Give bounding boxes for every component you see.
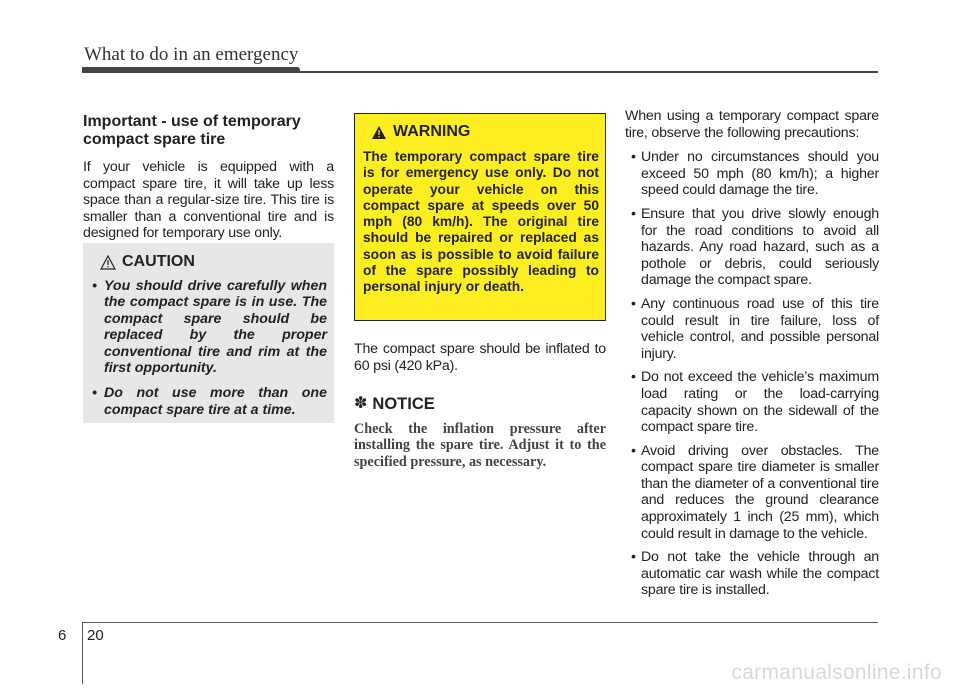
caution-item: • Do not use more than one compact spare tire at a time. bbox=[92, 385, 327, 418]
warning-header bbox=[371, 123, 599, 141]
warning-triangle-outline-icon bbox=[100, 255, 116, 270]
list-item: • Under no circumstances should you exceed 50 mph (80 km/h); a higher speed could damage the tire. bbox=[631, 149, 879, 199]
intro-paragraph: If your vehicle is equipped with a compact spare tire, it will take up less space than a regular-size tire. This tire is smaller than a conventional tire and is designed for temporary use only. bbox=[83, 159, 334, 242]
column-left bbox=[83, 113, 334, 242]
footer-divider bbox=[82, 622, 83, 684]
caution-box bbox=[83, 243, 334, 423]
warning-label: WARNING bbox=[393, 123, 471, 140]
precautions-list bbox=[625, 149, 879, 599]
header-title: What to do in an emergency bbox=[84, 44, 299, 65]
list-item: • Any continuous road use of this tire could result in tire failure, loss of vehicle control, and possible personal injury. bbox=[631, 295, 879, 362]
warning-text: The temporary compact spare tire is for emergency use only. Do not operate your vehicle on this compact spare at speeds over 50 mph (80 km/h). The original tire should be repaired or replaced as soon as is possible to avoid failure of the spare possibly leading to personal injury or death. bbox=[363, 149, 599, 295]
list-item: • Do not exceed the vehicle’s maximum load rating or the load-carrying capacity shown on the sidewall of the compact spare tire. bbox=[631, 369, 879, 436]
inflation-paragraph: The compact spare should be inflated to 60 psi (420 kPa). bbox=[354, 341, 606, 374]
page-number: 20 bbox=[87, 627, 104, 644]
notice-asterisk-icon: ✽ bbox=[354, 395, 368, 413]
header-rule bbox=[82, 71, 878, 73]
footer-rule bbox=[82, 622, 878, 623]
section-heading: Important - use of temporary compact spare tire bbox=[83, 113, 301, 148]
precautions-intro: When using a temporary compact spare tire, observe the following precautions: bbox=[625, 108, 879, 141]
caution-item: • You should drive carefully when the compact spare is in use. The compact spare should be replaced by the proper conventional tire and rim at the first opportunity. bbox=[92, 278, 327, 377]
list-item: • Avoid driving over obstacles. The compact spare tire diameter is smaller than the diameter of a conventional tire and reduces the ground clearance approximately 1 inch (25 mm), which could result in damage to the vehicle. bbox=[631, 442, 879, 542]
warning-box bbox=[354, 113, 606, 321]
column-right bbox=[625, 108, 879, 606]
list-item: • Do not take the vehicle through an automatic car wash while the compact spare tire is installed. bbox=[631, 549, 879, 599]
notice-text: Check the inflation pressure after installing the spare tire. Adjust it to the specified pressure, as necessary. bbox=[354, 420, 606, 470]
column-middle bbox=[354, 341, 606, 471]
list-item: • Ensure that you drive slowly enough for the road conditions to avoid all hazards. Any road hazard, such as a pothole or debris, could seriously damage the compact spare. bbox=[631, 205, 879, 289]
chapter-number: 6 bbox=[58, 627, 67, 644]
watermark: carmanualsonline.info bbox=[731, 661, 942, 684]
notice-label: NOTICE bbox=[372, 395, 435, 414]
caution-label: CAUTION bbox=[122, 253, 195, 270]
warning-triangle-filled-icon bbox=[371, 125, 387, 140]
caution-list bbox=[92, 278, 327, 418]
notice-header bbox=[354, 396, 606, 413]
caution-header bbox=[100, 253, 327, 271]
